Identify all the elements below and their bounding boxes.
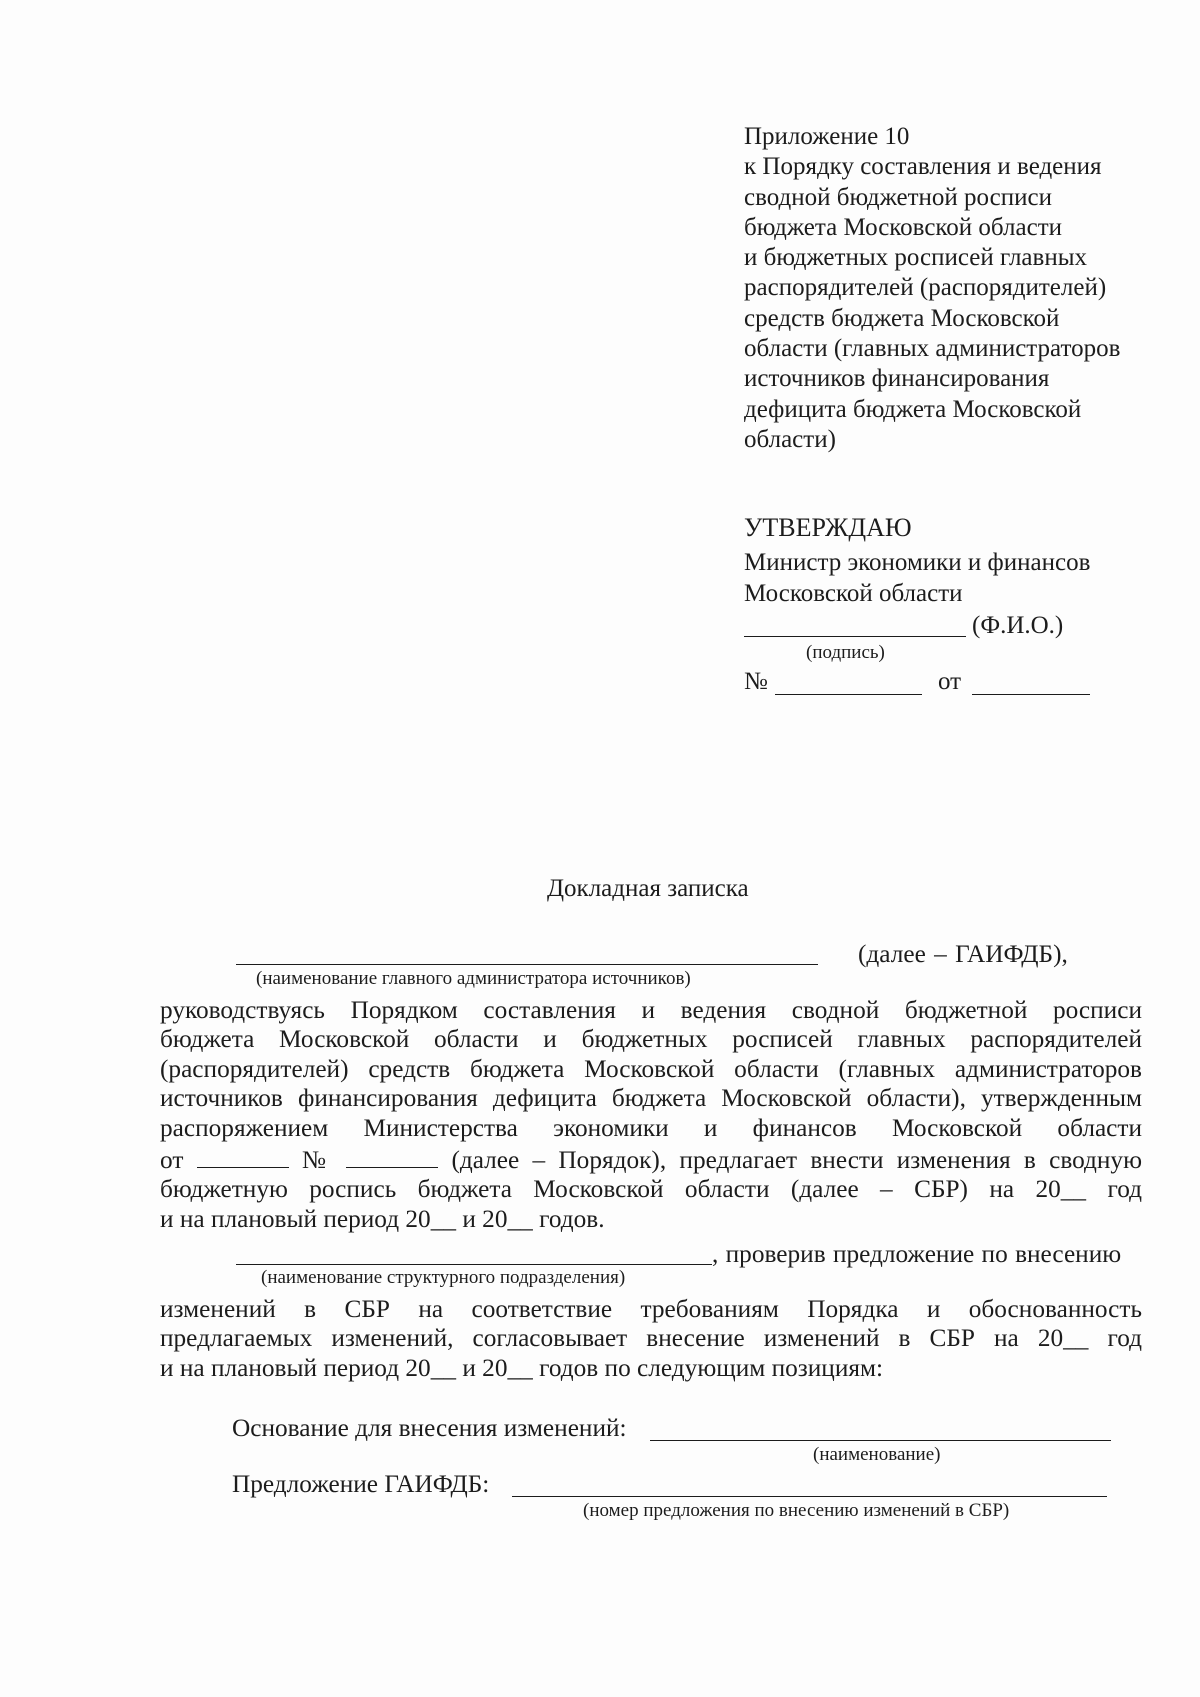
para1-line-3: (распорядителей) средств бюджета Московской области (главных администраторов xyxy=(160,1054,1142,1083)
para1-line-7: бюджетную роспись бюджета Московской области (далее – СБР) на 20__ год xyxy=(160,1175,1142,1204)
attachment-line: средств бюджета Московской xyxy=(744,304,1060,332)
administrator-name-blank xyxy=(236,964,818,965)
attachment-line: дефицита бюджета Московской xyxy=(744,395,1082,423)
fio-label: (Ф.И.О.) xyxy=(972,612,1064,639)
document-title: Докладная записка xyxy=(547,875,749,902)
proposal-caption: (номер предложения по внесению изменений в СБР) xyxy=(583,1500,1010,1521)
signature-caption: (подпись) xyxy=(806,642,885,663)
approval-position-line-1: Министр экономики и финансов xyxy=(744,549,1091,576)
proposal-label: Предложение ГАИФДБ: xyxy=(232,1470,490,1498)
attachment-line: области) xyxy=(744,425,836,453)
para1-number-sign: № xyxy=(301,1146,333,1175)
attachment-line: области (главных администраторов xyxy=(744,335,1121,363)
attachment-line: источников финансирования xyxy=(744,365,1050,393)
para1-from-label: от xyxy=(160,1146,184,1175)
signature-blank-line xyxy=(744,636,966,637)
attachment-block xyxy=(744,122,1164,455)
para1-line-6 xyxy=(160,1143,1142,1175)
paragraph-2 xyxy=(160,1295,1142,1383)
administrator-name-caption: (наименование главного администратора источников) xyxy=(256,968,691,989)
department-name-caption: (наименование структурного подразделения) xyxy=(261,1267,626,1288)
attachment-line: распорядителей (распорядителей) xyxy=(744,274,1107,302)
para1-line-8: и на плановый период 20__ и 20__ годов. xyxy=(160,1204,605,1233)
basis-label: Основание для внесения изменений: xyxy=(232,1414,627,1442)
para1-line-1: руководствуясь Порядком составления и ведения сводной бюджетной росписи xyxy=(160,996,1142,1024)
order-date-blank xyxy=(197,1143,289,1168)
approval-position-line-2: Московской области xyxy=(744,580,963,607)
attachment-line: и бюджетных росписей главных xyxy=(744,244,1088,272)
attachment-line: бюджета Московской области xyxy=(744,213,1062,241)
para2-line-2: предлагаемых изменений, согласовывает внесение изменений в СБР на 20__ год xyxy=(160,1324,1142,1353)
para2-suffix: , проверив предложение по внесению xyxy=(712,1240,1122,1268)
basis-blank xyxy=(650,1440,1111,1441)
proposal-blank xyxy=(512,1496,1107,1497)
approval-date-blank xyxy=(972,694,1090,695)
para1-line-4: источников финансирования дефицита бюджета Московской области), утвержденным xyxy=(160,1084,1142,1113)
para2-line-1: изменений в СБР на соответствие требованиям Порядка и обоснованность xyxy=(160,1295,1142,1323)
approval-from-label: от xyxy=(938,668,962,695)
para1-line-6-text: (далее – Порядок), предлагает внести изменения в сводную xyxy=(451,1146,1142,1175)
para1-line-2: бюджета Московской области и бюджетных росписей главных распорядителей xyxy=(160,1025,1142,1054)
attachment-line: сводной бюджетной росписи xyxy=(744,183,1053,211)
basis-caption: (наименование) xyxy=(813,1444,941,1465)
attachment-line: к Порядку составления и ведения xyxy=(744,153,1102,181)
approval-number-sign: № xyxy=(744,668,768,695)
para1-suffix: (далее – ГАИФДБ), xyxy=(858,940,1068,968)
approval-number-blank xyxy=(775,694,922,695)
para2-line-3: и на плановый период 20__ и 20__ годов по следующим позициям: xyxy=(160,1353,884,1382)
order-number-blank xyxy=(346,1143,438,1168)
para1-line-5: распоряжением Министерства экономики и финансов Московской области xyxy=(160,1113,1142,1142)
paragraph-1 xyxy=(160,996,1142,1234)
approval-title: УТВЕРЖДАЮ xyxy=(744,513,912,542)
department-name-blank xyxy=(236,1264,712,1265)
attachment-line: Приложение 10 xyxy=(744,123,910,150)
